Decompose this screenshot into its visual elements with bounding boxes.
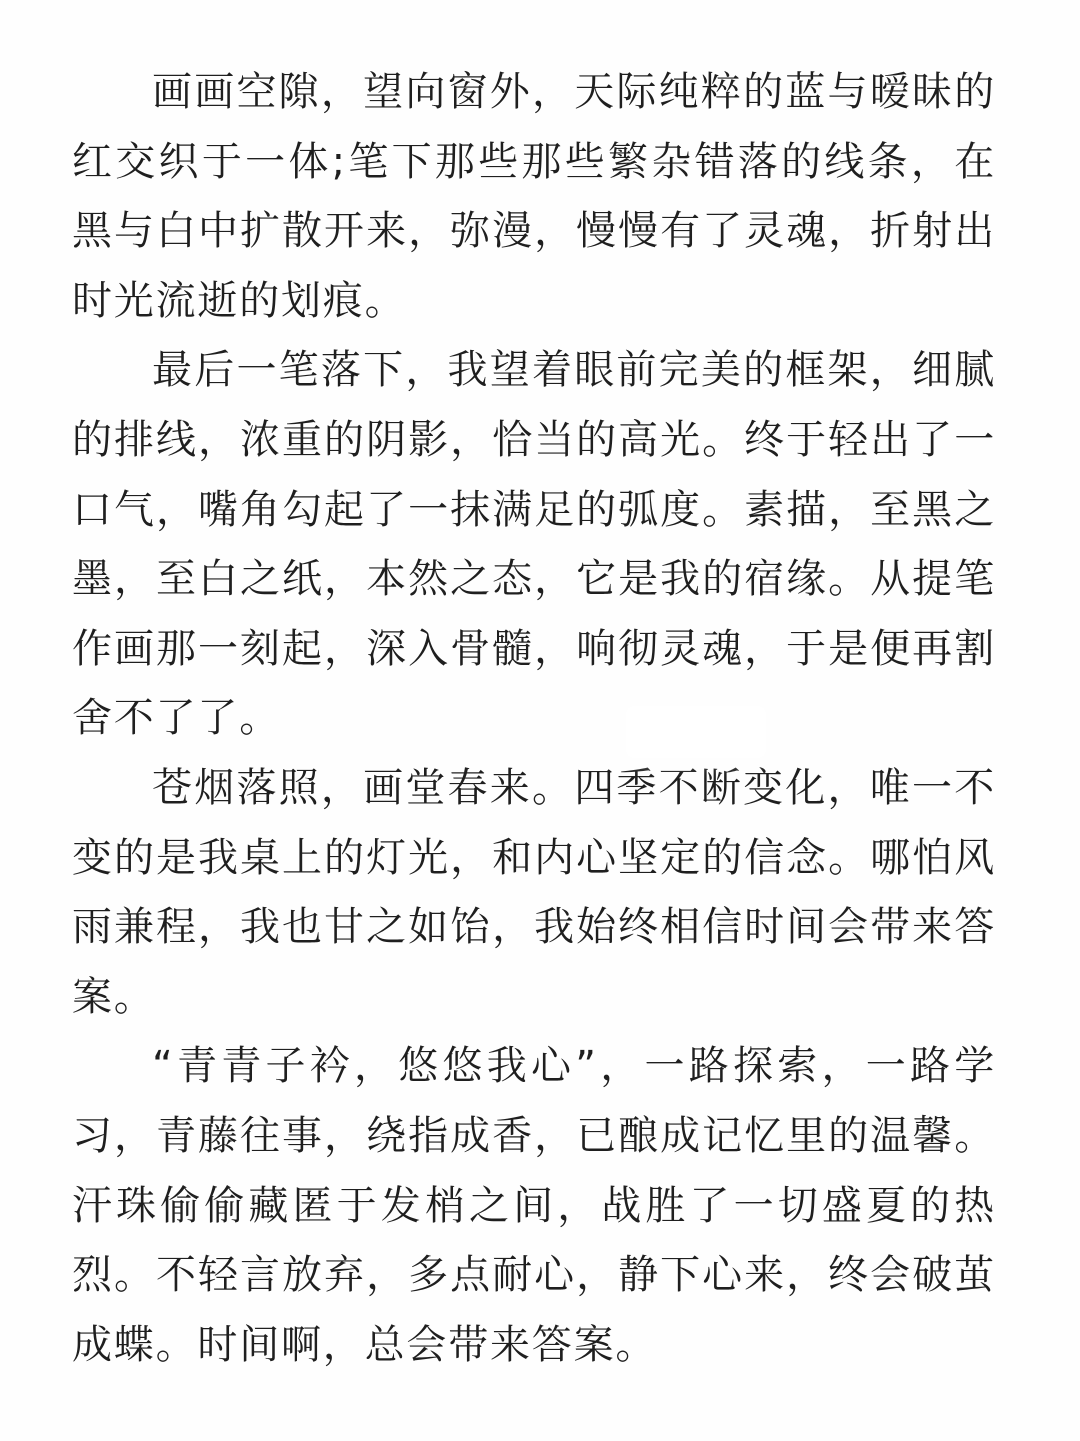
paragraph-3: 苍烟落照，画堂春来。四季不断变化，唯一不变的是我桌上的灯光，和内心坚定的信念。哪怕风雨兼程，我也甘之如饴，我始终相信时间会带来答案。 [72,764,996,1020]
paragraph-2: 最后一笔落下，我望着眼前完美的框架，细腻的排线，浓重的阴影，恰当的高光。终于轻出了一口气，嘴角勾起了一抹满足的弧度。素描，至黑之墨，至白之纸，本然之态，它是我的宿缘。从提笔作画那一刻起，深入骨髓，响彻灵魂，于是便再割舍不了了。 [72,347,996,742]
article-body [72,58,996,1380]
paragraph-1: 画画空隙，望向窗外，天际纯粹的蓝与暧昧的红交织于一体;笔下那些那些繁杂错落的线条，在黑与白中扩散开来，弥漫，慢慢有了灵魂，折射出时光流逝的划痕。 [72,69,996,324]
paragraph-4: “青青子衿，悠悠我心”，一路探索，一路学习，青藤往事，绕指成香，已酿成记忆里的温馨。汗珠偷偷藏匿于发梢之间，战胜了一切盛夏的热烈。不轻言放弃，多点耐心，静下心来，终会破茧成蝶。时间啊，总会带来答案。 [72,1043,996,1368]
watermark-overlay [626,706,766,758]
